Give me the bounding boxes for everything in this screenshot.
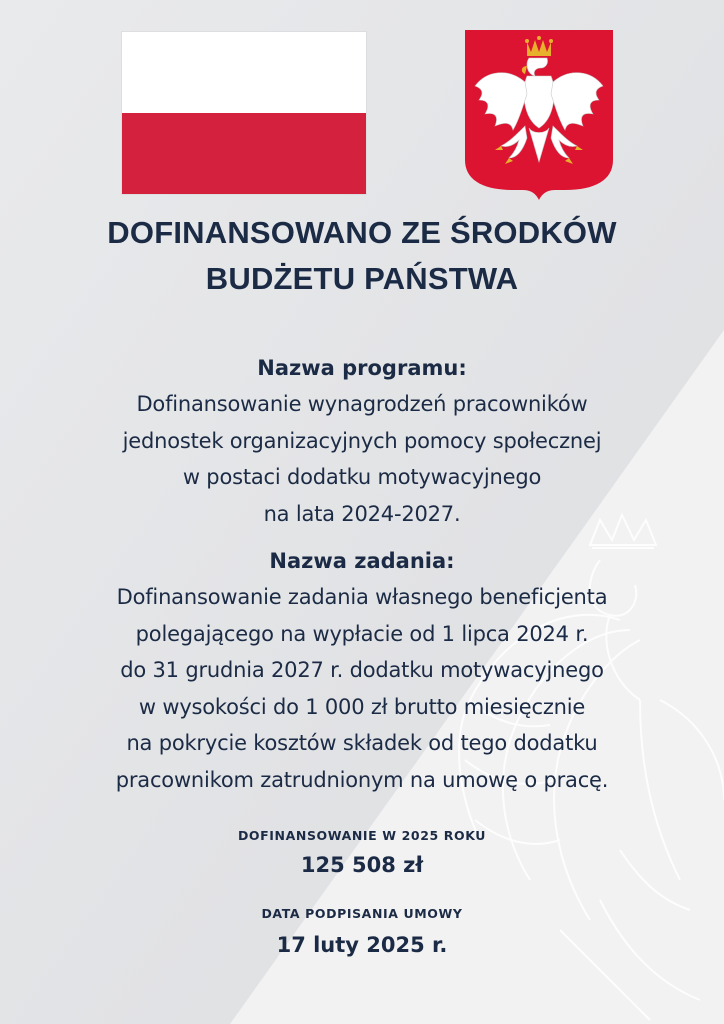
- task-line: pracownikom zatrudnionym na umowę o pracę.: [115, 767, 609, 792]
- program-label: Nazwa programu:: [257, 356, 467, 380]
- title-line-1: DOFINANSOWANO ZE ŚRODKÓW: [107, 215, 617, 250]
- program-line: w postaci dodatku motywacyjnego: [182, 465, 542, 489]
- polish-flag: [122, 32, 366, 194]
- funding-section: [0, 828, 724, 877]
- page-title: [0, 210, 724, 302]
- flag-white-stripe: [122, 32, 366, 113]
- polish-eagle-emblem-icon: [465, 30, 613, 200]
- flag-red-stripe: [122, 113, 366, 194]
- funding-amount: 125 508 zł: [300, 853, 424, 877]
- task-line: polegającego na wypłacie od 1 lipca 2024 r.: [135, 621, 589, 646]
- task-line: na pokrycie kosztów składek od tego dodatku: [126, 731, 598, 755]
- program-line: jednostek organizacyjnych pomocy społecznej: [122, 428, 602, 453]
- title-line-2: BUDŻETU PAŃSTWA: [205, 261, 519, 296]
- task-section: [0, 543, 724, 798]
- program-line: Dofinansowanie wynagrodzeń pracowników: [136, 392, 588, 416]
- program-section: [0, 350, 724, 532]
- signing-date: 17 luty 2025 r.: [276, 933, 448, 957]
- task-line: w wysokości do 1 000 zł brutto miesięcznie: [138, 694, 586, 719]
- program-line: na lata 2024-2027.: [263, 501, 461, 526]
- signing-section: [0, 906, 724, 957]
- funding-label: DOFINANSOWANIE W 2025 ROKU: [237, 828, 487, 843]
- task-line: Dofinansowanie zadania własnego beneficjenta: [116, 585, 608, 609]
- signing-date-label: DATA PODPISANIA UMOWY: [261, 906, 463, 921]
- task-label: Nazwa zadania:: [269, 549, 455, 573]
- task-line: do 31 grudnia 2027 r. dodatku motywacyjnego: [120, 658, 604, 682]
